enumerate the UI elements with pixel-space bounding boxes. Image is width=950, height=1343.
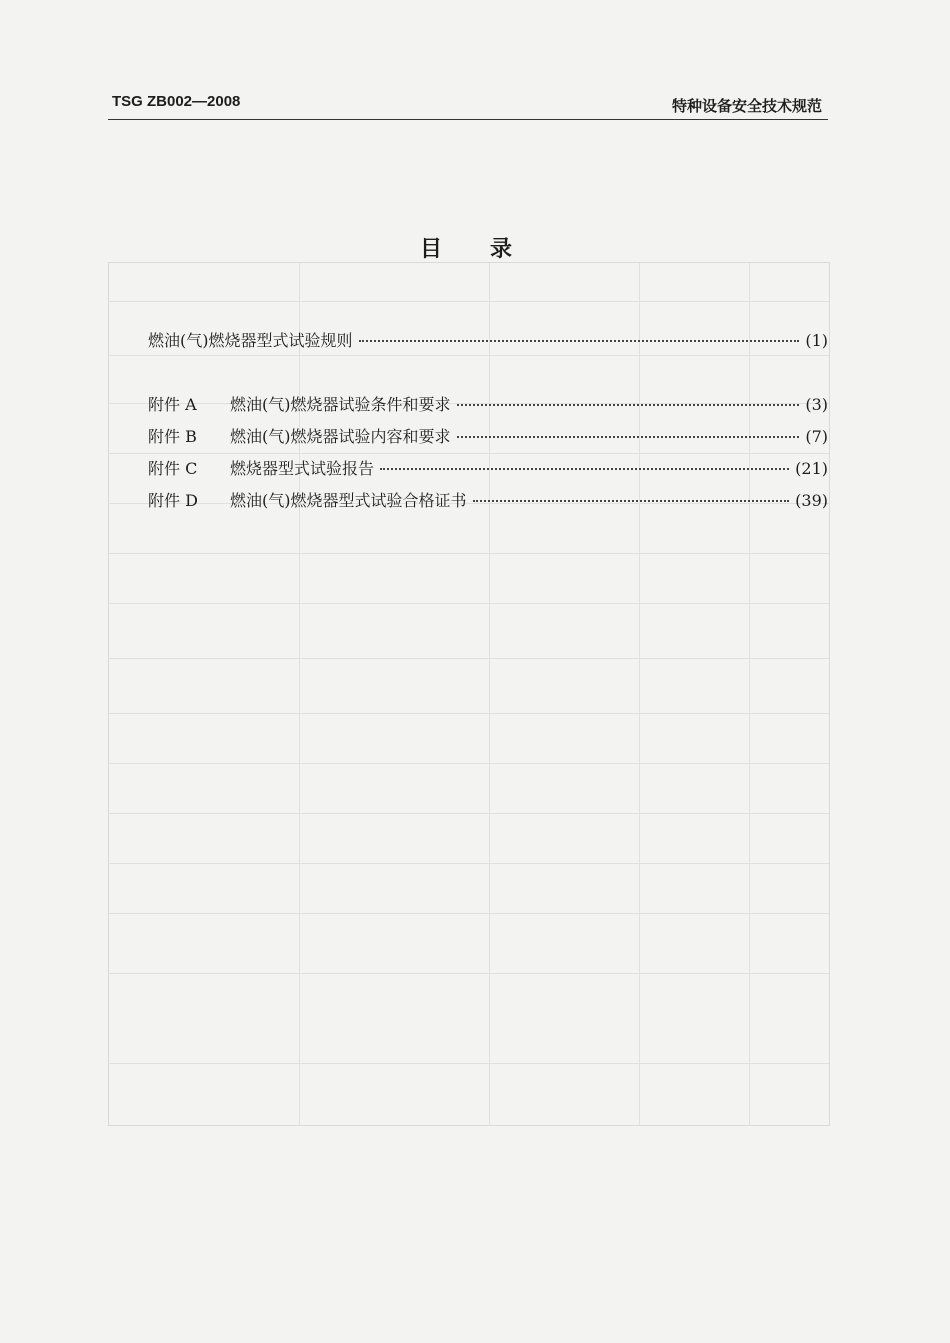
toc-entry-prefix: 附件 B <box>148 427 197 446</box>
toc-entry-title: 燃烧器型式试验报告 <box>230 459 375 478</box>
standard-code: TSG ZB002—2008 <box>112 93 241 110</box>
header-divider <box>108 119 828 120</box>
toc-entry-title: 燃油(气)燃烧器试验内容和要求 <box>230 427 451 446</box>
toc-entry-prefix: 附件 C <box>148 459 198 478</box>
toc-page-number: (1) <box>805 331 828 350</box>
toc-page-number: (3) <box>805 395 828 414</box>
toc-entry[interactable] <box>148 392 828 424</box>
toc-leader-dots <box>457 404 800 406</box>
toc-entry-title: 燃油(气)燃烧器试验条件和要求 <box>230 395 451 414</box>
toc-entry-title: 燃油(气)燃烧器型式试验规则 <box>148 331 353 350</box>
toc-leader-dots <box>359 340 800 342</box>
toc-leader-dots <box>457 436 800 438</box>
toc-entry-prefix: 附件 A <box>148 395 197 414</box>
toc-entry[interactable] <box>148 424 828 456</box>
toc-entry[interactable] <box>148 488 828 520</box>
toc-entry-title: 燃油(气)燃烧器型式试验合格证书 <box>230 491 467 510</box>
toc-entry-prefix: 附件 D <box>148 491 198 510</box>
toc-entry[interactable] <box>148 456 828 488</box>
toc-entry[interactable] <box>148 328 828 360</box>
series-title: 特种设备安全技术规范 <box>671 97 822 115</box>
toc-page-number: (7) <box>805 427 828 446</box>
toc-leader-dots <box>380 468 789 470</box>
toc-title: 目录 <box>420 237 561 262</box>
toc-page-number: (21) <box>795 459 828 478</box>
toc-leader-dots <box>473 500 790 502</box>
toc-page-number: (39) <box>795 491 828 510</box>
toc-list <box>148 328 828 520</box>
